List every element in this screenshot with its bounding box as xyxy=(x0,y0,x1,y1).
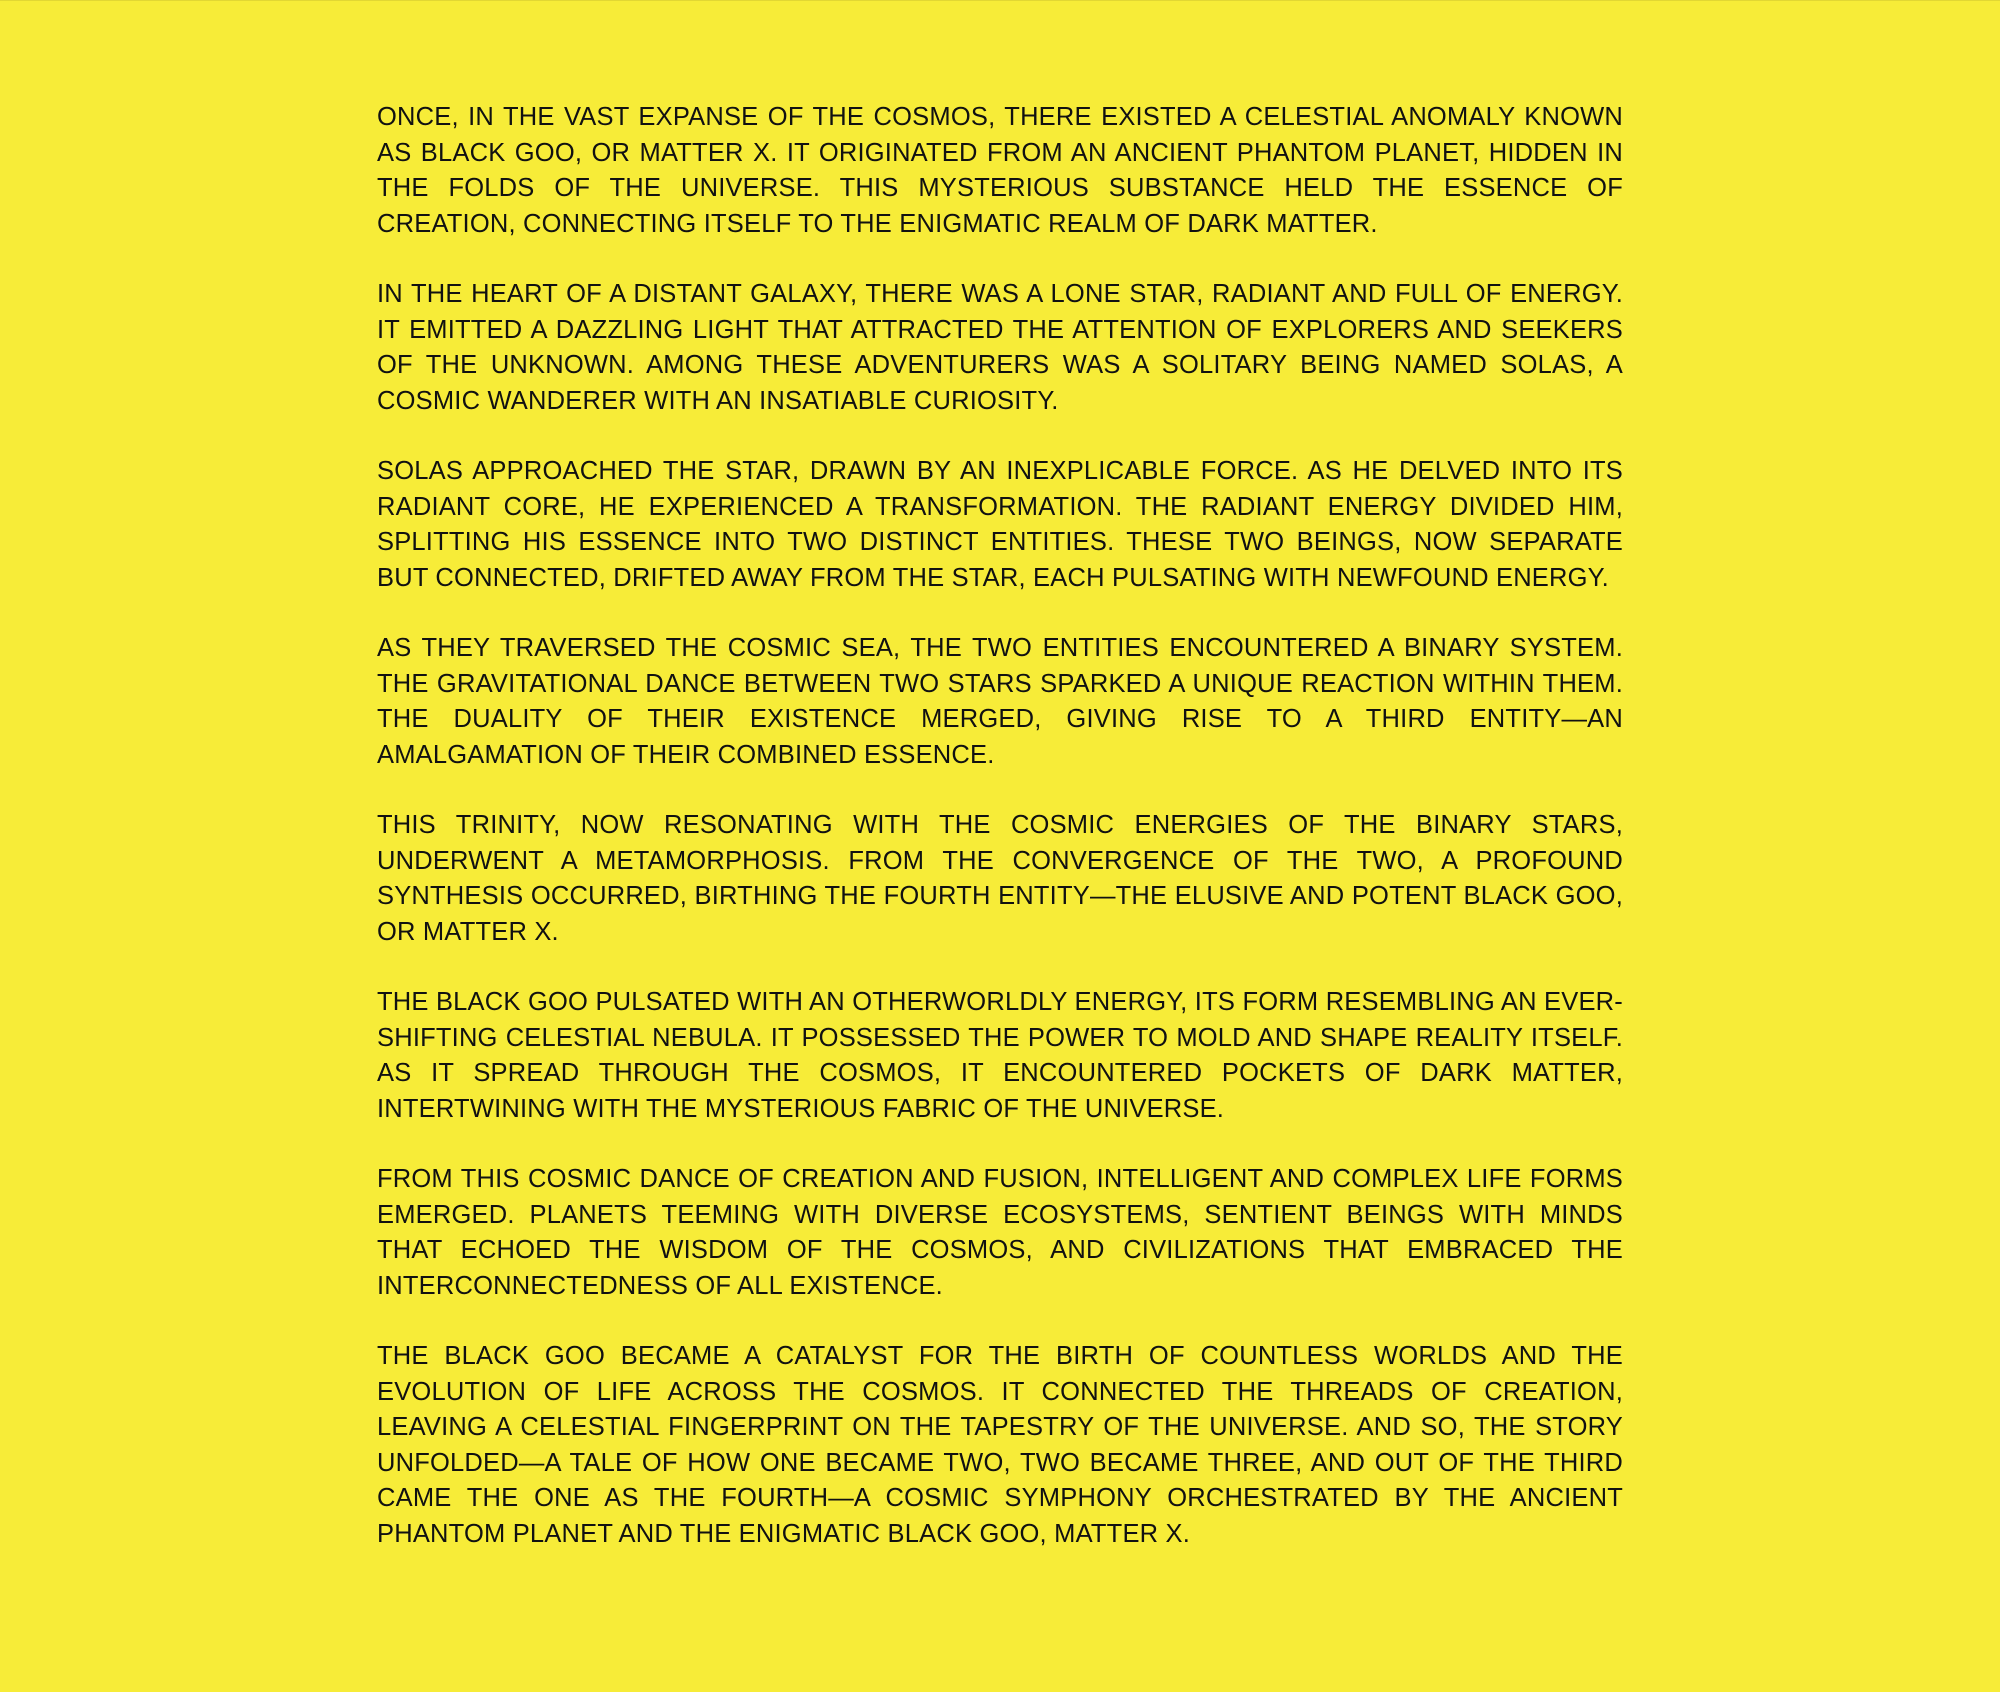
paragraph-6: THE BLACK GOO PULSATED WITH AN OTHERWORLDLY ENERGY, ITS FORM RESEMBLING AN EVER-SHIFTING CELESTIAL NEBULA. IT POSSESSED THE POWER TO MOLD AND SHAPE REALITY ITSELF. AS IT SPREAD THROUGH THE COSMOS, IT ENCOUNTERED POCKETS OF DARK MATTER, INTERTWINING WITH THE MYSTERIOUS FABRIC OF THE UNIVERSE. xyxy=(377,988,1623,1123)
paragraph-7: FROM THIS COSMIC DANCE OF CREATION AND FUSION, INTELLIGENT AND COMPLEX LIFE FORMS EMERGED. PLANETS TEEMING WITH DIVERSE ECOSYSTEMS, SENTIENT BEINGS WITH MINDS THAT ECHOED THE WISDOM OF THE COSMOS, AND CIVILIZATIONS THAT EMBRACED THE INTERCONNECTEDNESS OF ALL EXISTENCE. xyxy=(377,1165,1623,1300)
story-text-body xyxy=(377,100,1623,1552)
paragraph-8: THE BLACK GOO BECAME A CATALYST FOR THE BIRTH OF COUNTLESS WORLDS AND THE EVOLUTION OF LIFE ACROSS THE COSMOS. IT CONNECTED THE THREADS OF CREATION, LEAVING A CELESTIAL FINGERPRINT ON THE TAPESTRY OF THE UNIVERSE. AND SO, THE STORY UNFOLDED—A TALE OF HOW ONE BECAME TWO, TWO BECAME THREE, AND OUT OF THE THIRD CAME THE ONE AS THE FOURTH—A COSMIC SYMPHONY ORCHESTRATED BY THE ANCIENT PHANTOM PLANET AND THE ENIGMATIC BLACK GOO, MATTER X. xyxy=(377,1342,1623,1548)
paragraph-1: ONCE, IN THE VAST EXPANSE OF THE COSMOS, THERE EXISTED A CELESTIAL ANOMALY KNOWN AS BLACK GOO, OR MATTER X. IT ORIGINATED FROM AN ANCIENT PHANTOM PLANET, HIDDEN IN THE FOLDS OF THE UNIVERSE. THIS MYSTERIOUS SUBSTANCE HELD THE ESSENCE OF CREATION, CONNECTING ITSELF TO THE ENIGMATIC REALM OF DARK MATTER. xyxy=(377,103,1623,238)
top-divider xyxy=(0,0,2000,1)
paragraph-3: SOLAS APPROACHED THE STAR, DRAWN BY AN INEXPLICABLE FORCE. AS HE DELVED INTO ITS RADIANT CORE, HE EXPERIENCED A TRANSFORMATION. THE RADIANT ENERGY DIVIDED HIM, SPLITTING HIS ESSENCE INTO TWO DISTINCT ENTITIES. THESE TWO BEINGS, NOW SEPARATE BUT CONNECTED, DRIFTED AWAY FROM THE STAR, EACH PULSATING WITH NEWFOUND ENERGY. xyxy=(377,457,1623,592)
paragraph-5: THIS TRINITY, NOW RESONATING WITH THE COSMIC ENERGIES OF THE BINARY STARS, UNDERWENT A METAMORPHOSIS. FROM THE CONVERGENCE OF THE TWO, A PROFOUND SYNTHESIS OCCURRED, BIRTHING THE FOURTH ENTITY—THE ELUSIVE AND POTENT BLACK GOO, OR MATTER X. xyxy=(377,811,1623,946)
paragraph-4: AS THEY TRAVERSED THE COSMIC SEA, THE TWO ENTITIES ENCOUNTERED A BINARY SYSTEM. THE GRAVITATIONAL DANCE BETWEEN TWO STARS SPARKED A UNIQUE REACTION WITHIN THEM. THE DUALITY OF THEIR EXISTENCE MERGED, GIVING RISE TO A THIRD ENTITY—AN AMALGAMATION OF THEIR COMBINED ESSENCE. xyxy=(377,634,1623,769)
paragraph-2: IN THE HEART OF A DISTANT GALAXY, THERE WAS A LONE STAR, RADIANT AND FULL OF ENERGY. IT EMITTED A DAZZLING LIGHT THAT ATTRACTED THE ATTENTION OF EXPLORERS AND SEEKERS OF THE UNKNOWN. AMONG THESE ADVENTURERS WAS A SOLITARY BEING NAMED SOLAS, A COSMIC WANDERER WITH AN INSATIABLE CURIOSITY. xyxy=(377,280,1623,415)
